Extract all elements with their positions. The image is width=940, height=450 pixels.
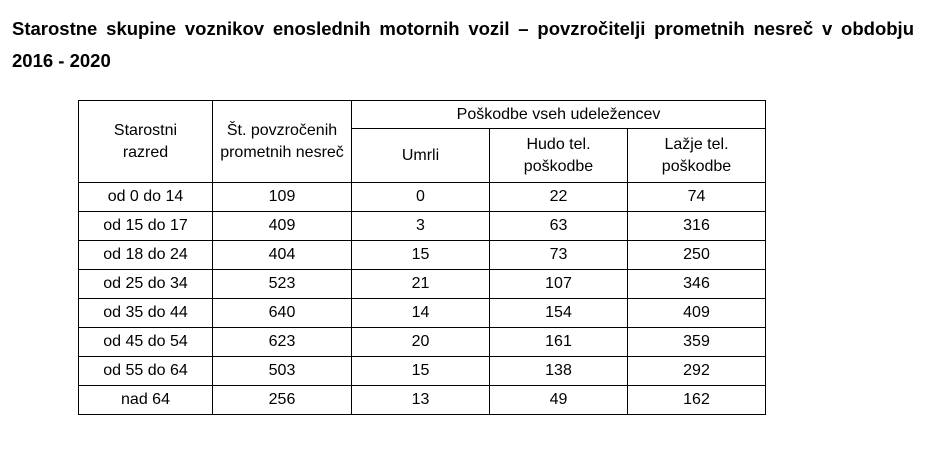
cell-severe: 154 [490,299,628,328]
cell-light: 250 [628,241,766,270]
table-row [79,270,766,299]
cell-age: od 35 do 44 [79,299,213,328]
cell-age: od 25 do 34 [79,270,213,299]
cell-age: od 18 do 24 [79,241,213,270]
cell-died: 0 [352,183,490,212]
cell-light: 162 [628,386,766,415]
table-row [79,357,766,386]
cell-severe: 138 [490,357,628,386]
cell-died: 13 [352,386,490,415]
cell-light: 409 [628,299,766,328]
header-severe-injuries: Hudo tel. poškodbe [490,129,628,183]
cell-severe: 49 [490,386,628,415]
accidents-table [78,100,766,415]
cell-severe: 107 [490,270,628,299]
cell-accidents: 503 [213,357,352,386]
cell-accidents: 256 [213,386,352,415]
header-injuries-group: Poškodbe vseh udeležencev [352,101,766,129]
cell-died: 14 [352,299,490,328]
cell-light: 292 [628,357,766,386]
cell-died: 21 [352,270,490,299]
header-light-injuries: Lažje tel. poškodbe [628,129,766,183]
cell-age: od 15 do 17 [79,212,213,241]
cell-accidents: 623 [213,328,352,357]
cell-accidents: 640 [213,299,352,328]
header-age-class: Starostni razred [79,101,213,183]
table-row [79,328,766,357]
cell-accidents: 109 [213,183,352,212]
cell-died: 15 [352,241,490,270]
cell-age: od 55 do 64 [79,357,213,386]
header-died: Umrli [352,129,490,183]
cell-died: 15 [352,357,490,386]
table-row [79,299,766,328]
cell-light: 74 [628,183,766,212]
table-row [79,241,766,270]
table-row [79,212,766,241]
table-body [79,183,766,415]
cell-died: 3 [352,212,490,241]
cell-light: 316 [628,212,766,241]
page-title: Starostne skupine voznikov enoslednih motornih vozil – povzročitelji prometnih nesreč v obdobju 2016 - 2020 [12,18,914,71]
cell-age: od 0 do 14 [79,183,213,212]
table-row [79,386,766,415]
cell-accidents: 523 [213,270,352,299]
cell-accidents: 404 [213,241,352,270]
cell-light: 359 [628,328,766,357]
table-row [79,183,766,212]
header-accidents: Št. povzročenih prometnih nesreč [213,101,352,183]
cell-severe: 63 [490,212,628,241]
cell-light: 346 [628,270,766,299]
cell-died: 20 [352,328,490,357]
cell-severe: 161 [490,328,628,357]
cell-severe: 22 [490,183,628,212]
cell-age: nad 64 [79,386,213,415]
cell-age: od 45 do 54 [79,328,213,357]
cell-accidents: 409 [213,212,352,241]
cell-severe: 73 [490,241,628,270]
